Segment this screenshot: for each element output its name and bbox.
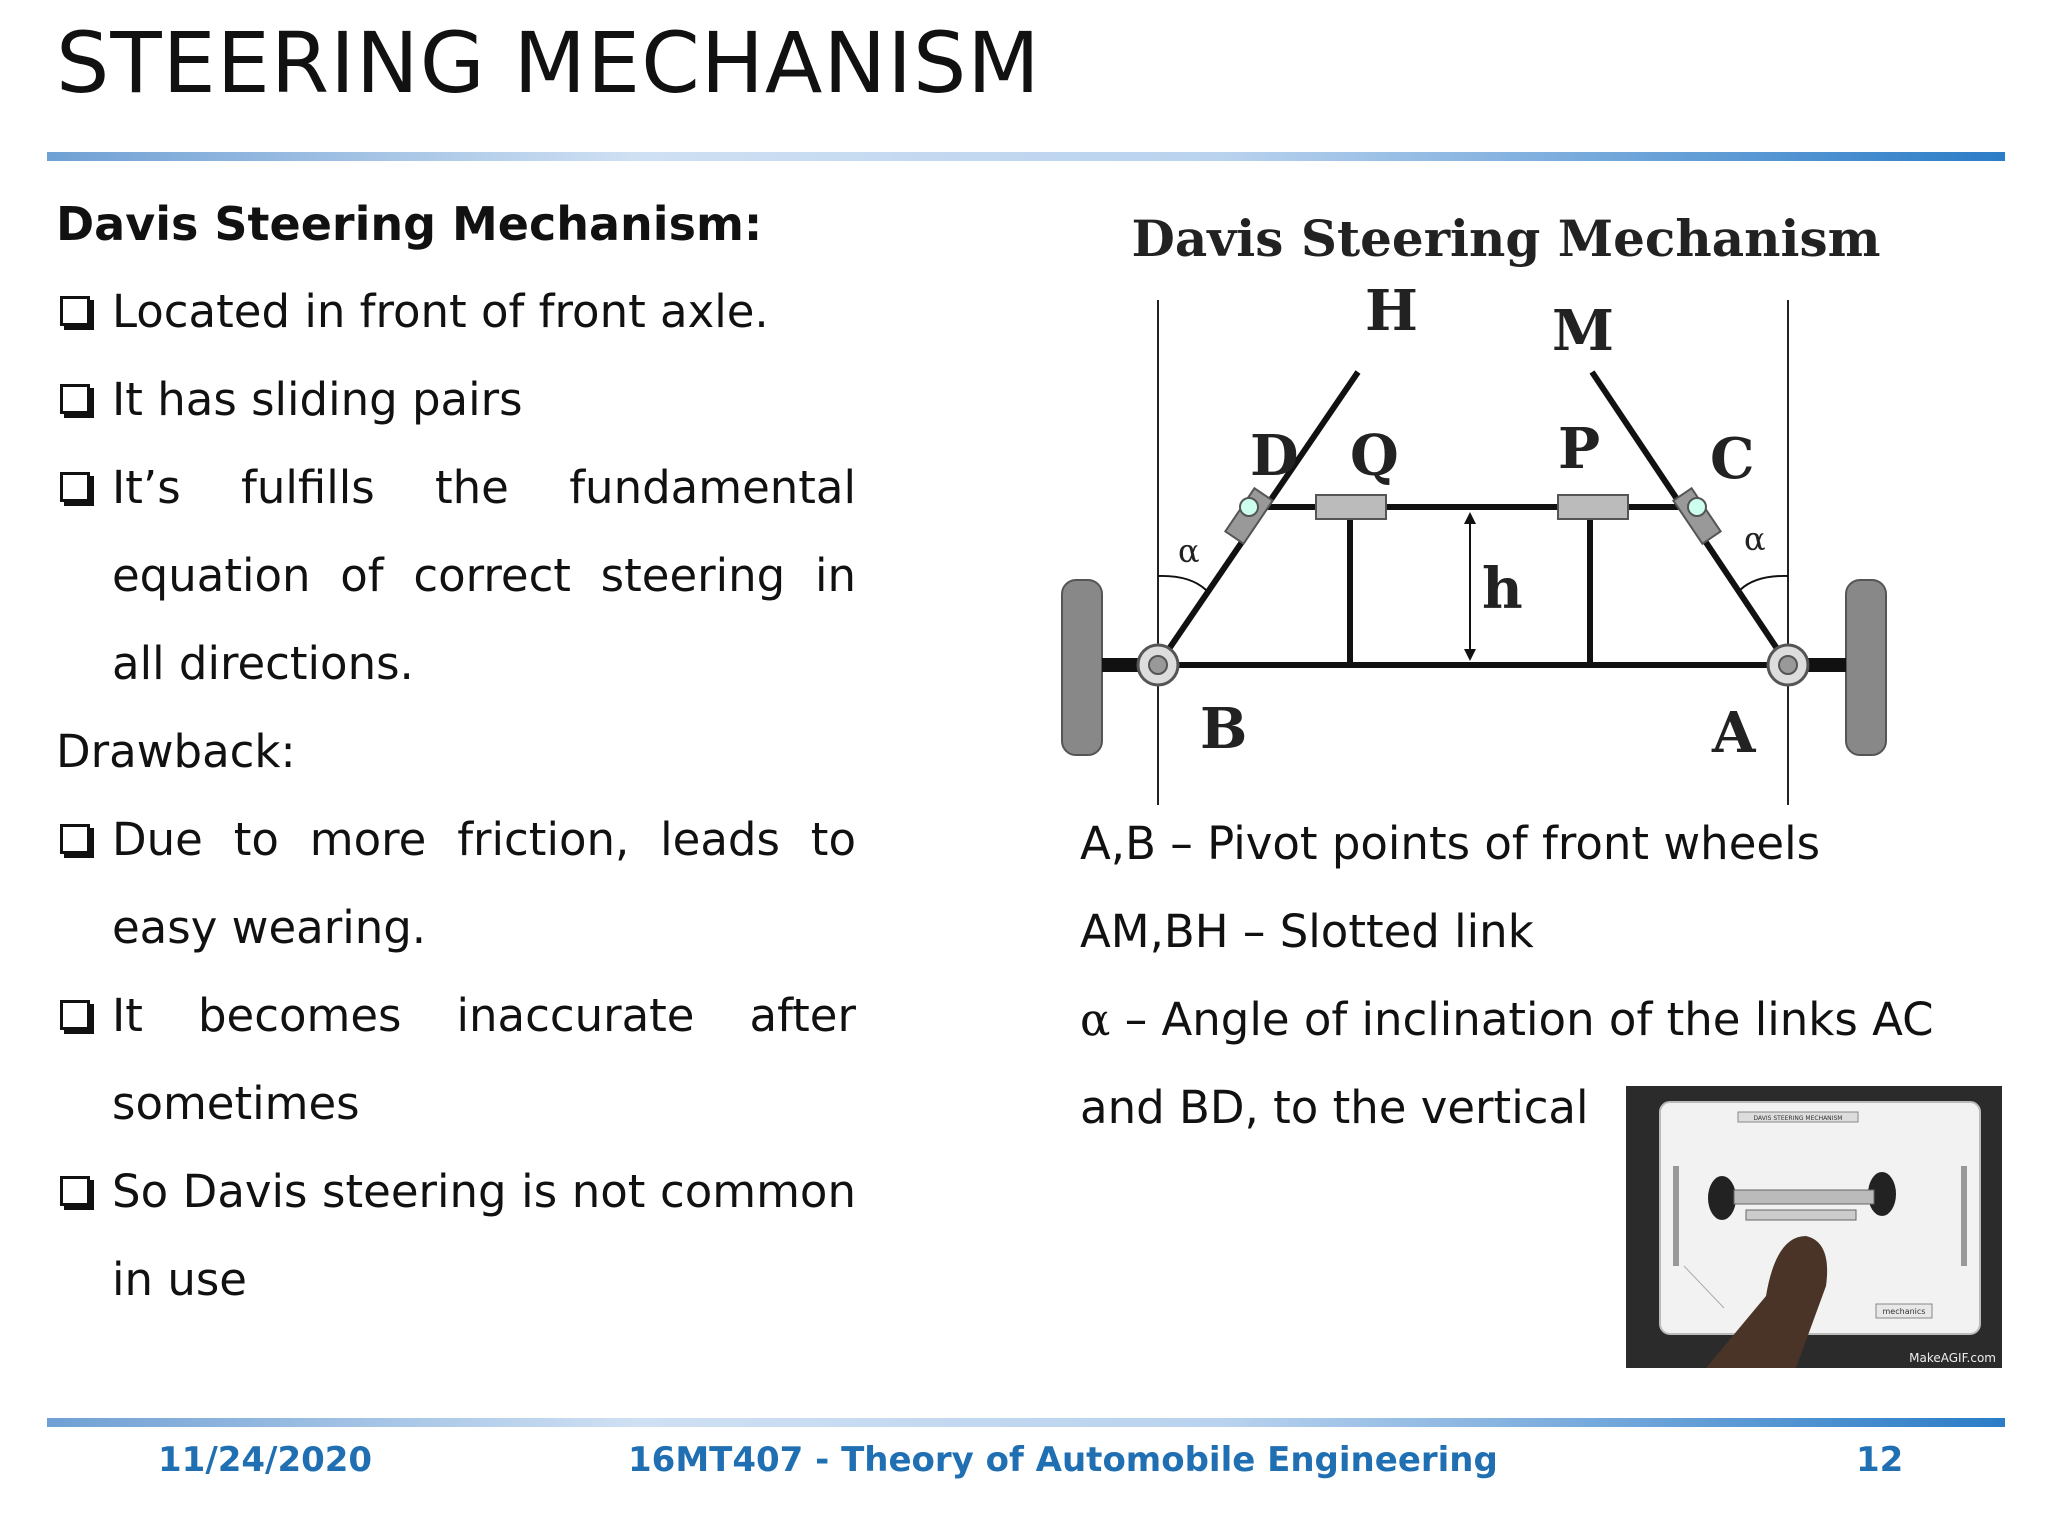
bullet-item <box>56 796 856 972</box>
bullet-item <box>56 444 856 708</box>
bullet-text: It’s fulfills the fundamental equation of correct steering in all directions. <box>112 461 856 690</box>
label-Q: Q <box>1350 423 1399 489</box>
legend-line: and BD, to the vertical <box>1080 1081 1589 1134</box>
legend-line: A,B – Pivot points of front wheels <box>1080 817 1821 870</box>
dimension-arrow-bottom <box>1464 649 1476 661</box>
model-wheel-left <box>1708 1176 1736 1220</box>
subheading: Davis Steering Mechanism: <box>56 197 763 251</box>
checkbox-bullet-icon <box>60 824 90 854</box>
checkbox-bullet-icon <box>60 384 90 414</box>
bullet-text: Due to more friction, leads to easy wearing. <box>112 813 856 954</box>
label-alpha-right: α <box>1744 520 1766 558</box>
bullet-item <box>56 972 856 1148</box>
slider-Q <box>1316 495 1386 519</box>
right-wheel <box>1846 580 1886 755</box>
checkbox-bullet-icon <box>60 472 90 502</box>
footer-page-number: 12 <box>1856 1440 1904 1480</box>
checkbox-bullet-icon <box>60 1000 90 1030</box>
footer-date: 11/24/2020 <box>158 1440 373 1480</box>
title-divider <box>47 152 2005 161</box>
footer-course: 16MT407 - Theory of Automobile Engineering <box>628 1440 1498 1480</box>
brand-label: mechanics <box>1882 1307 1926 1316</box>
watermark: MakeAGIF.com <box>1909 1351 1996 1365</box>
label-h: h <box>1482 556 1523 622</box>
pivot-B-inner <box>1149 656 1167 674</box>
bullet-item <box>56 356 856 444</box>
bullet-item <box>56 268 856 356</box>
content-left <box>56 180 856 1324</box>
bullet-text: So Davis steering is not common in use <box>112 1165 856 1306</box>
bullet-item <box>56 1148 856 1324</box>
board-label: DAVIS STEERING MECHANISM <box>1753 1115 1843 1122</box>
joint-C <box>1688 498 1706 516</box>
demo-model-photo <box>1626 1086 2002 1368</box>
dimension-arrow-top <box>1464 512 1476 524</box>
legend-alpha-symbol: α <box>1080 993 1111 1046</box>
label-alpha-left: α <box>1178 532 1200 570</box>
bullet-text: It becomes inaccurate after sometimes <box>112 989 856 1130</box>
joint-D <box>1240 498 1258 516</box>
legend-line: AM,BH – Slotted link <box>1080 905 1534 958</box>
label-B: B <box>1200 696 1248 762</box>
diagram-title: Davis Steering Mechanism <box>1131 209 1881 268</box>
label-M: M <box>1552 298 1614 364</box>
alpha-arc-left <box>1158 576 1206 590</box>
label-H: H <box>1365 278 1418 344</box>
label-C: C <box>1710 426 1755 492</box>
legend-alpha-text: – Angle of inclination of the links AC <box>1110 993 1934 1046</box>
checkbox-bullet-icon <box>60 296 90 326</box>
label-A: A <box>1712 700 1756 766</box>
slider-P <box>1558 495 1628 519</box>
label-D: D <box>1250 423 1299 489</box>
model-crossbar <box>1746 1210 1856 1220</box>
label-P: P <box>1558 416 1601 482</box>
model-axle <box>1734 1190 1874 1204</box>
alpha-arc-right <box>1740 576 1788 590</box>
footer-divider <box>47 1418 2005 1427</box>
davis-steering-diagram <box>1050 200 1910 820</box>
bullet-text: It has sliding pairs <box>112 373 523 426</box>
slide-title: STEERING MECHANISM <box>56 14 1041 112</box>
bullet-text: Located in front of front axle. <box>112 285 769 338</box>
legend-line <box>1080 976 2000 1064</box>
left-wheel <box>1062 580 1102 755</box>
pivot-A-inner <box>1779 656 1797 674</box>
checkbox-bullet-icon <box>60 1176 90 1206</box>
drawback-label: Drawback: <box>56 725 296 778</box>
